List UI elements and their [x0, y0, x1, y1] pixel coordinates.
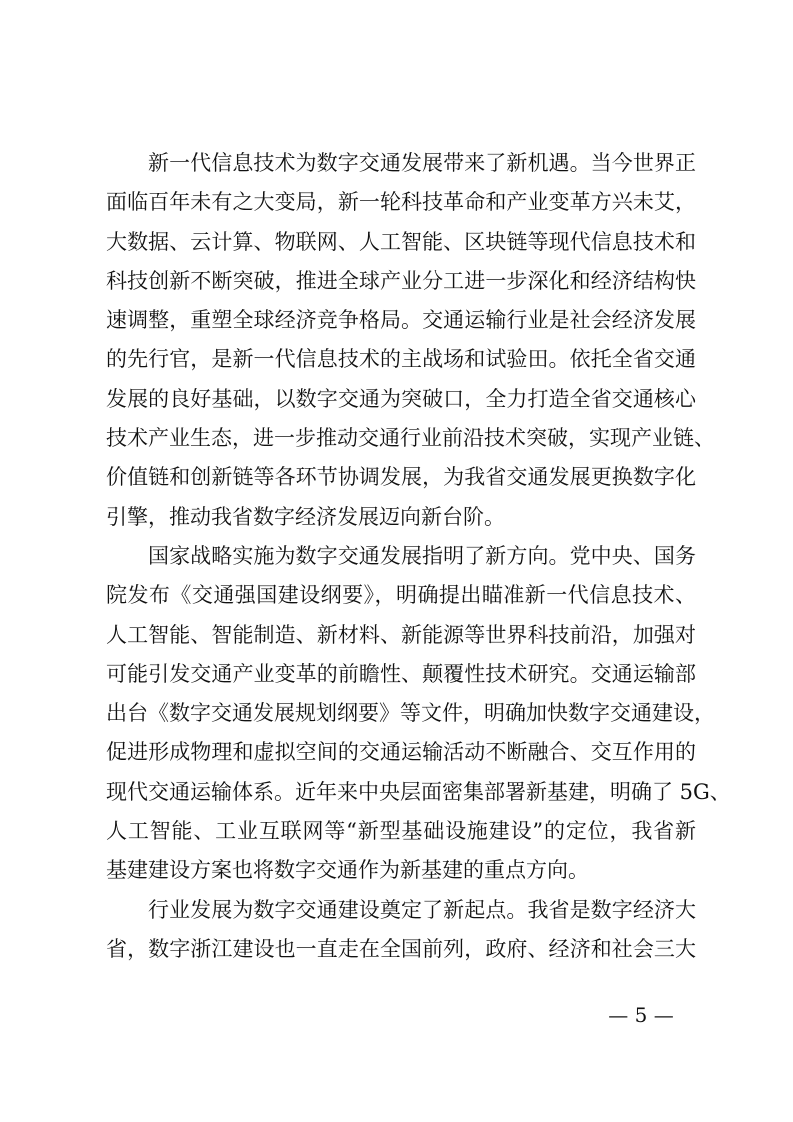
page-number: — 5 —	[608, 1003, 674, 1027]
paragraph-3-line-2: 省，数字浙江建设也一直走在全国前列，政府、经济和社会三大	[106, 936, 696, 961]
paragraph-2-line-6: 促进形成物理和虚拟空间的交通运输活动不断融合、交互作用的	[106, 740, 696, 765]
paragraph-2-line-7: 现代交通运输体系。近年来中央层面密集部署新基建，明确了 5G、	[106, 779, 731, 804]
paragraph-2-line-9: 基建建设方案也将数字交通作为新基建的重点方向。	[106, 858, 589, 883]
paragraph-2-line-5: 出台《数字交通发展规划纲要》等文件，明确加快数字交通建设，	[106, 701, 715, 726]
paragraph-1-line-6: 的先行官，是新一代信息技术的主战场和试验田。依托全省交通	[106, 347, 696, 372]
paragraph-1-line-10: 引擎，推动我省数字经济发展迈向新台阶。	[106, 504, 505, 529]
paragraph-1-line-1: 新一代信息技术为数字交通发展带来了新机遇。当今世界正	[148, 151, 696, 175]
paragraph-2-line-3: 人工智能、智能制造、新材料、新能源等世界科技前沿，加强对	[106, 622, 696, 647]
paragraph-1-line-8: 技术产业生态，进一步推动交通行业前沿技术突破，实现产业链、	[106, 426, 715, 451]
paragraph-1-line-5: 速调整，重塑全球经济竞争格局。交通运输行业是社会经济发展	[106, 308, 696, 333]
paragraph-1-line-3: 大数据、云计算、物联网、人工智能、区块链等现代信息技术和	[106, 229, 696, 254]
paragraph-2-line-4: 可能引发交通产业变革的前瞻性、颠覆性技术研究。交通运输部	[106, 661, 696, 686]
paragraph-2-line-1: 国家战略实施为数字交通发展指明了新方向。党中央、国务	[148, 543, 696, 568]
paragraph-1-line-7: 发展的良好基础，以数字交通为突破口，全力打造全省交通核心	[106, 386, 696, 411]
paragraph-2-line-2: 院发布《交通强国建设纲要》，明确提出瞄准新一代信息技术、	[106, 583, 696, 608]
paragraph-1-line-2: 面临百年未有之大变局，新一轮科技革命和产业变革方兴未艾，	[106, 190, 696, 215]
paragraph-1-line-9: 价值链和创新链等各环节协调发展，为我省交通发展更换数字化	[106, 465, 696, 490]
paragraph-3-line-1: 行业发展为数字交通建设奠定了新起点。我省是数字经济大	[148, 897, 696, 922]
paragraph-2-line-8: 人工智能、工业互联网等“新型基础设施建设”的定位，我省新	[106, 819, 696, 844]
paragraph-1-line-4: 科技创新不断突破，推进全球产业分工进一步深化和经济结构快	[106, 268, 696, 293]
body-text	[106, 144, 731, 969]
